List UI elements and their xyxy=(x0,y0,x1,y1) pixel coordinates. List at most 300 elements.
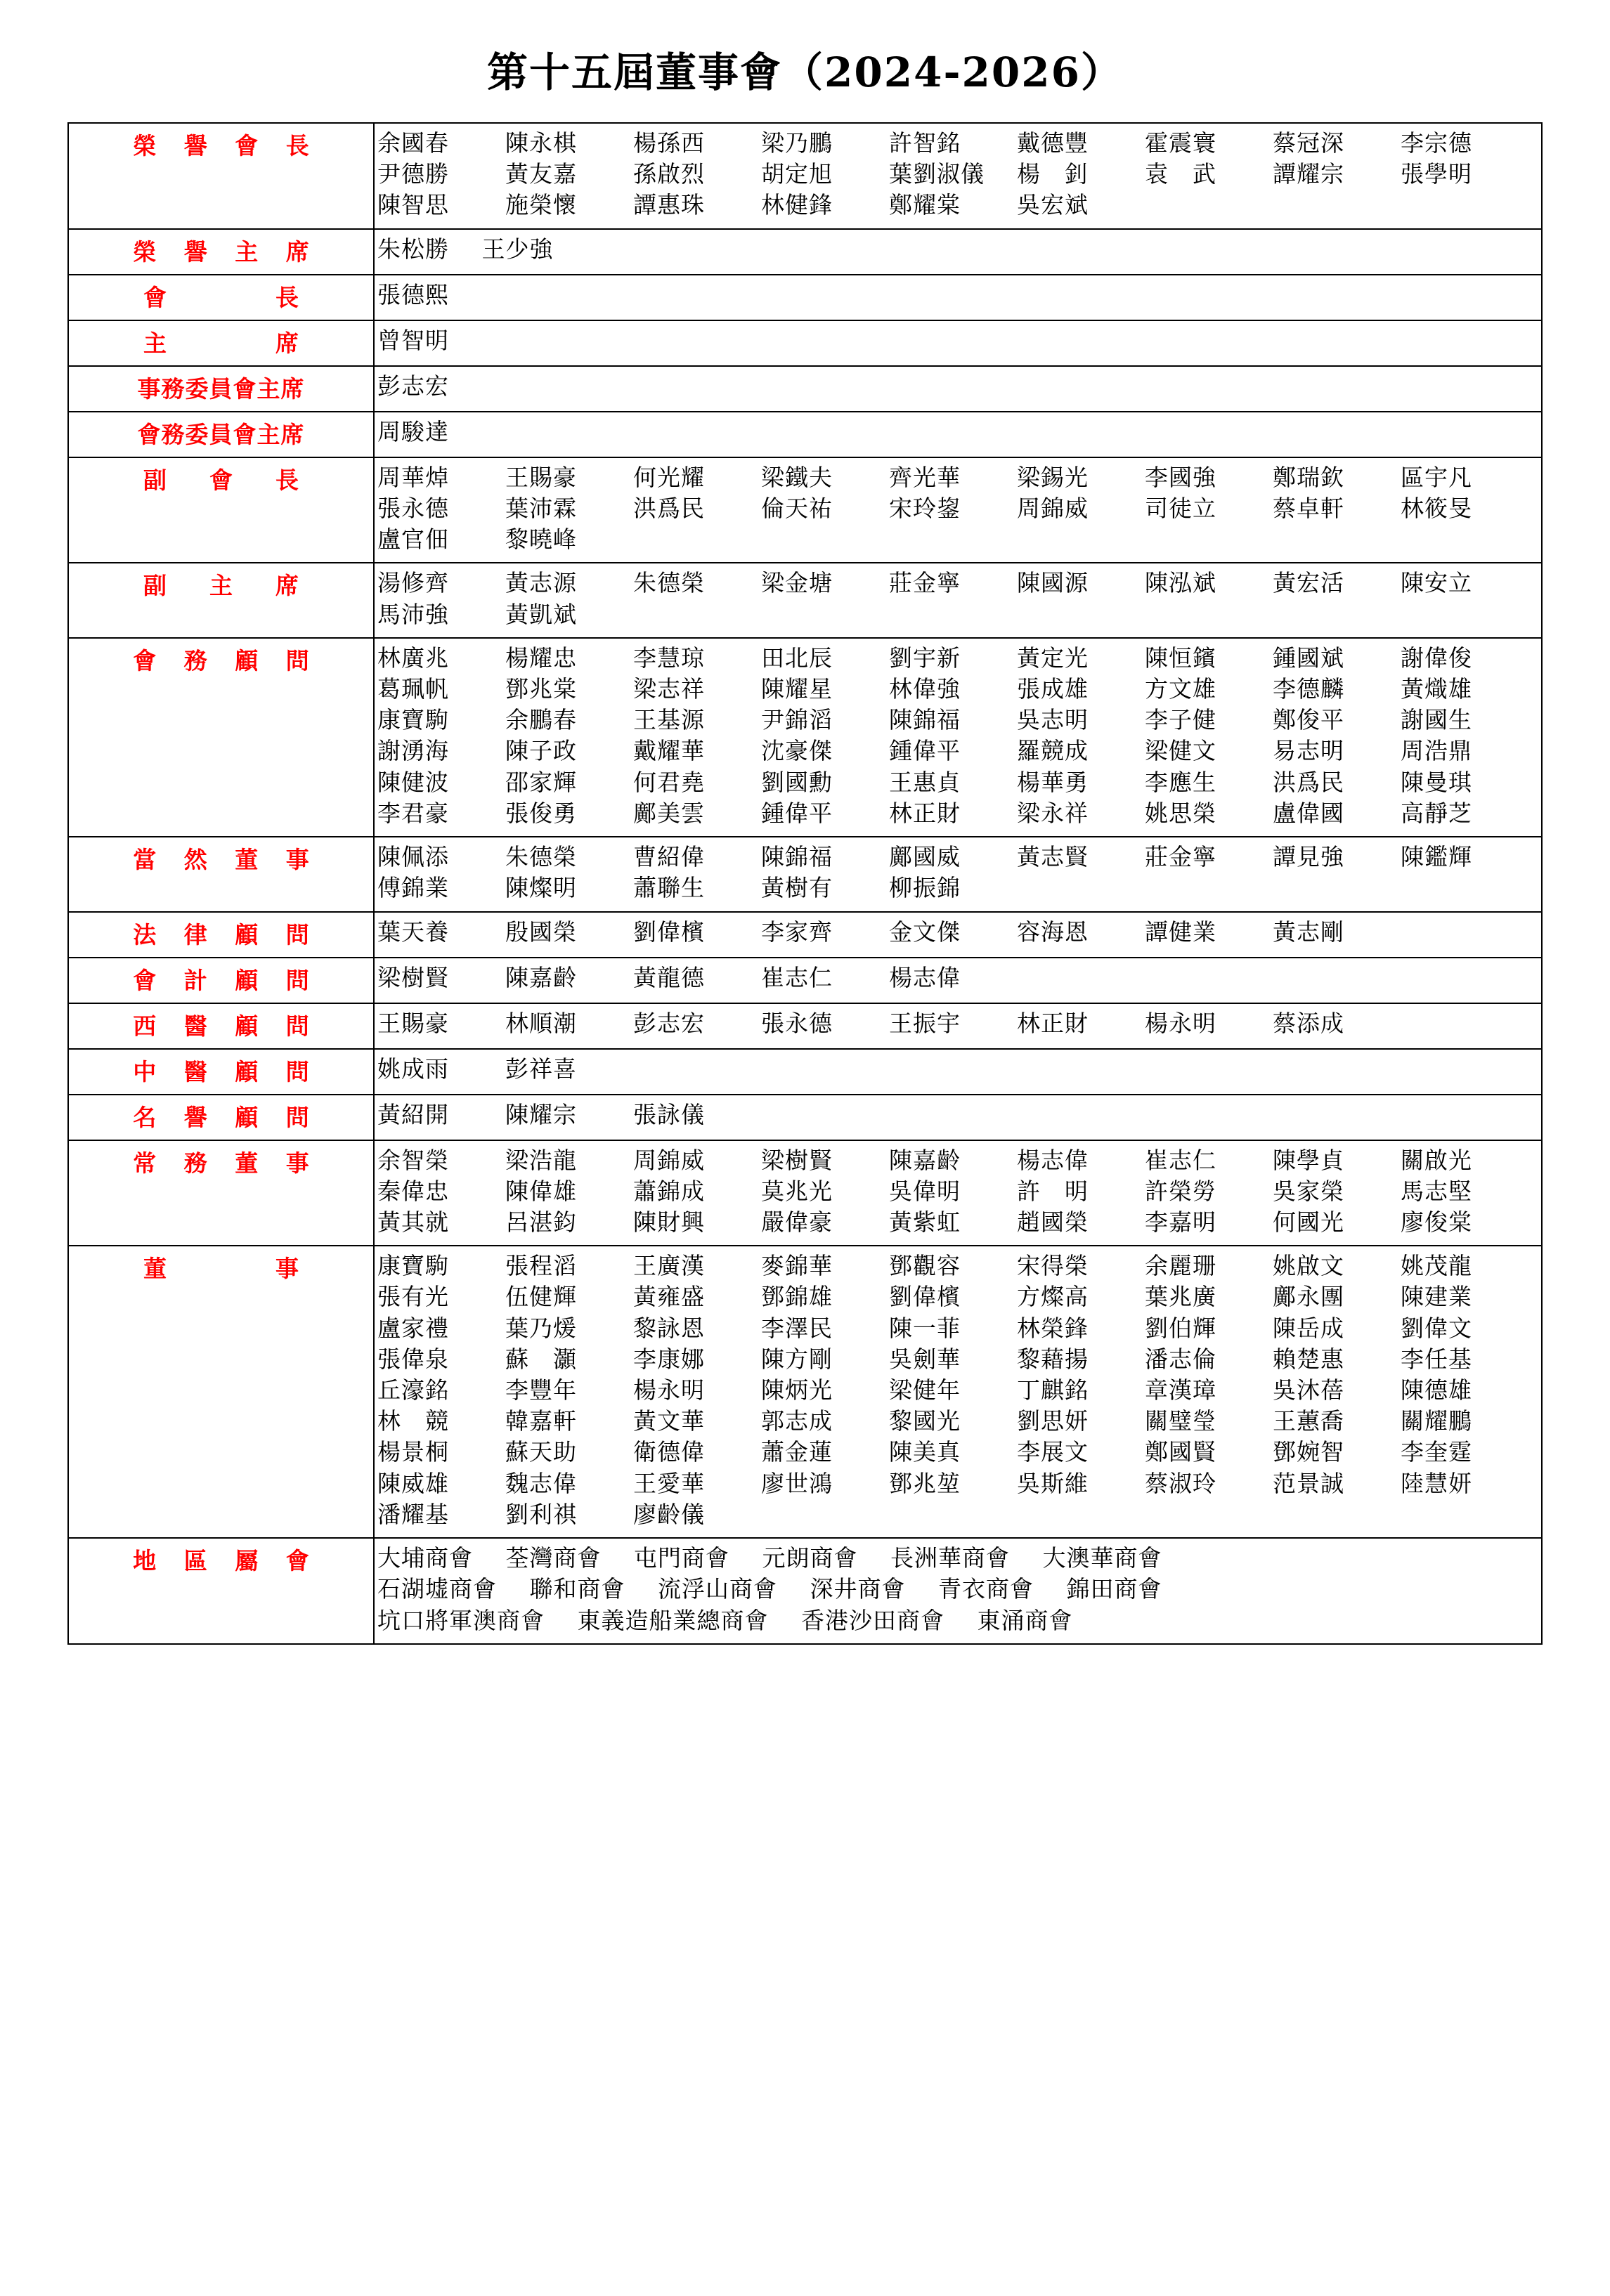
name-line xyxy=(377,963,1538,993)
name-line xyxy=(377,1207,1538,1238)
person-name: 李澤民 xyxy=(761,1314,833,1342)
person-name: 李家齊 xyxy=(761,918,833,946)
person-name: 李子健 xyxy=(1145,706,1216,734)
person-name: 陳威雄 xyxy=(377,1469,449,1497)
name-line xyxy=(377,1281,1538,1312)
name-line xyxy=(377,674,1538,705)
person-name: 吳劍華 xyxy=(889,1345,961,1373)
person-name: 葉劉淑儀 xyxy=(889,160,985,188)
person-name: 盧官佃 xyxy=(377,526,449,554)
row-label: 會 務 顧 問 xyxy=(68,638,374,837)
person-name: 黃志賢 xyxy=(1017,843,1089,871)
person-name: 李國強 xyxy=(1145,463,1216,491)
person-name: 戴耀華 xyxy=(633,737,705,765)
name-line xyxy=(377,325,1538,356)
person-name: 鍾偉平 xyxy=(889,737,961,765)
person-name: 陳嘉齡 xyxy=(889,1146,961,1174)
association-name: 錦田商會 xyxy=(1066,1575,1162,1603)
person-name: 廖齡儀 xyxy=(633,1500,705,1528)
row-label: 榮 譽 主 席 xyxy=(68,229,374,275)
person-name: 崔志仁 xyxy=(1145,1146,1216,1174)
person-name: 張成雄 xyxy=(1017,674,1089,703)
person-name: 陳錦福 xyxy=(761,843,833,871)
name-line xyxy=(377,917,1538,948)
name-line xyxy=(377,1176,1538,1207)
row-label: 主 席 xyxy=(68,320,374,366)
person-name: 莊金寧 xyxy=(1145,843,1216,871)
person-name: 何君堯 xyxy=(633,768,705,796)
name-line xyxy=(377,128,1538,159)
association-name: 大澳華商會 xyxy=(1042,1544,1162,1572)
person-name: 陳耀星 xyxy=(761,674,833,703)
person-name: 曾智明 xyxy=(377,326,449,354)
person-name: 宋得榮 xyxy=(1017,1252,1089,1280)
person-name: 黃熾雄 xyxy=(1401,674,1472,703)
person-name: 袁 武 xyxy=(1145,160,1216,188)
person-name: 譚見強 xyxy=(1273,843,1344,871)
person-name: 韓嘉軒 xyxy=(505,1407,577,1435)
person-name: 范景誠 xyxy=(1273,1469,1344,1497)
person-name: 謝國生 xyxy=(1401,706,1472,734)
association-name: 大埔商會 xyxy=(377,1544,473,1572)
person-name: 劉國勳 xyxy=(761,768,833,796)
person-name: 劉偉檳 xyxy=(889,1283,961,1311)
person-name: 梁健年 xyxy=(889,1376,961,1404)
table-row xyxy=(68,123,1542,229)
person-name: 鄭耀棠 xyxy=(889,191,961,219)
person-name: 姚成雨 xyxy=(377,1055,449,1083)
person-name: 葉沛霖 xyxy=(505,494,577,522)
table-row xyxy=(68,563,1542,637)
name-line xyxy=(377,568,1538,599)
row-label: 會務委員會主席 xyxy=(68,412,374,457)
person-name: 梁樹賢 xyxy=(377,963,449,991)
person-name: 朱松勝 xyxy=(377,235,449,263)
person-name: 崔志仁 xyxy=(761,963,833,991)
association-name: 荃灣商會 xyxy=(505,1544,602,1572)
person-name: 陳鑑輝 xyxy=(1401,843,1472,871)
person-name: 鄭瑞欽 xyxy=(1273,463,1344,491)
row-label: 名 譽 顧 問 xyxy=(68,1095,374,1140)
name-line xyxy=(377,1100,1538,1130)
person-name: 廖俊棠 xyxy=(1401,1208,1472,1236)
person-name: 鄭俊平 xyxy=(1273,706,1344,734)
person-name: 梁金塘 xyxy=(761,569,833,597)
person-name: 劉偉文 xyxy=(1401,1314,1472,1342)
row-names xyxy=(374,229,1542,275)
person-name: 蕭金蓮 xyxy=(761,1438,833,1466)
table-row xyxy=(68,457,1542,563)
name-line xyxy=(377,736,1538,767)
person-name: 馬志堅 xyxy=(1401,1177,1472,1205)
name-line xyxy=(377,1543,1538,1574)
person-name: 何光耀 xyxy=(633,463,705,491)
person-name: 賴楚惠 xyxy=(1273,1345,1344,1373)
table-row xyxy=(68,1049,1542,1095)
person-name: 盧偉國 xyxy=(1273,799,1344,827)
name-line xyxy=(377,1406,1538,1437)
person-name: 張俊勇 xyxy=(505,799,577,827)
person-name: 彭志宏 xyxy=(633,1009,705,1037)
person-name: 林偉強 xyxy=(889,674,961,703)
person-name: 吳斯維 xyxy=(1017,1469,1089,1497)
person-name: 朱德榮 xyxy=(633,569,705,597)
person-name: 姚茂龍 xyxy=(1401,1252,1472,1280)
person-name: 鄧兆堃 xyxy=(889,1469,961,1497)
person-name: 司徒立 xyxy=(1145,494,1216,522)
row-label: 榮 譽 會 長 xyxy=(68,123,374,229)
person-name: 黎藉揚 xyxy=(1017,1345,1089,1373)
name-line xyxy=(377,524,1538,555)
person-name: 陳偉雄 xyxy=(505,1177,577,1205)
person-name: 許智銘 xyxy=(889,129,961,157)
row-names xyxy=(374,958,1542,1003)
name-line xyxy=(377,1605,1538,1636)
association-name: 屯門商會 xyxy=(634,1544,729,1572)
person-name: 梁志祥 xyxy=(633,674,705,703)
person-name: 陳炳光 xyxy=(761,1376,833,1404)
person-name: 黃雍盛 xyxy=(633,1283,705,1311)
person-name: 劉宇新 xyxy=(889,644,961,672)
person-name: 關璧瑩 xyxy=(1145,1407,1216,1435)
name-line xyxy=(377,280,1538,311)
person-name: 羅競成 xyxy=(1017,737,1089,765)
name-line xyxy=(377,1468,1538,1499)
person-name: 衛德偉 xyxy=(633,1438,705,1466)
name-line xyxy=(377,1375,1538,1406)
person-name: 莫兆光 xyxy=(761,1177,833,1205)
person-name: 姚思榮 xyxy=(1145,799,1216,827)
person-name: 郭志成 xyxy=(761,1407,833,1435)
person-name: 盧家禮 xyxy=(377,1314,449,1342)
table-row xyxy=(68,638,1542,837)
person-name: 沈豪傑 xyxy=(761,737,833,765)
table-row xyxy=(68,1246,1542,1538)
person-name: 容海恩 xyxy=(1017,918,1089,946)
name-line xyxy=(377,1145,1538,1176)
person-name: 陳永棋 xyxy=(505,129,577,157)
name-line xyxy=(377,798,1538,829)
table-row xyxy=(68,1003,1542,1049)
name-line xyxy=(377,493,1538,524)
person-name: 殷國榮 xyxy=(505,918,577,946)
person-name: 黃定光 xyxy=(1017,644,1089,672)
name-line xyxy=(377,1344,1538,1375)
person-name: 湯修齊 xyxy=(377,569,449,597)
name-line xyxy=(377,371,1538,402)
person-name: 吳宏斌 xyxy=(1017,191,1089,219)
person-name: 吳沐蓓 xyxy=(1273,1376,1344,1404)
person-name: 葉乃煖 xyxy=(505,1314,577,1342)
person-name: 陳燦明 xyxy=(505,874,577,902)
association-name: 元朗商會 xyxy=(762,1544,858,1572)
row-names xyxy=(374,1246,1542,1538)
row-label: 法 律 顧 問 xyxy=(68,912,374,958)
table-row xyxy=(68,229,1542,275)
person-name: 霍震寰 xyxy=(1145,129,1216,157)
name-line xyxy=(377,1437,1538,1468)
person-name: 謝偉俊 xyxy=(1401,644,1472,672)
person-name: 林廣兆 xyxy=(377,644,449,672)
person-name: 梁永祥 xyxy=(1017,799,1089,827)
row-names xyxy=(374,412,1542,457)
name-line xyxy=(377,1499,1538,1530)
person-name: 楊耀忠 xyxy=(505,644,577,672)
person-name: 鄧觀容 xyxy=(889,1252,961,1280)
person-name: 黎國光 xyxy=(889,1407,961,1435)
person-name: 蔡卓軒 xyxy=(1273,494,1344,522)
person-name: 陳嘉齡 xyxy=(505,963,577,991)
person-name: 莊金寧 xyxy=(889,569,961,597)
person-name: 楊永明 xyxy=(633,1376,705,1404)
person-name: 周駿達 xyxy=(377,417,449,445)
row-label: 西 醫 顧 問 xyxy=(68,1003,374,1049)
person-name: 嚴偉豪 xyxy=(761,1208,833,1236)
person-name: 鄧錦雄 xyxy=(761,1283,833,1311)
person-name: 張程滔 xyxy=(505,1252,577,1280)
person-name: 倫天祐 xyxy=(761,494,833,522)
person-name: 田北辰 xyxy=(761,644,833,672)
person-name: 蔡淑玲 xyxy=(1145,1469,1216,1497)
person-name: 張永德 xyxy=(377,494,449,522)
row-label: 會 計 顧 問 xyxy=(68,958,374,1003)
person-name: 彭祥喜 xyxy=(505,1055,577,1083)
person-name: 關耀鵬 xyxy=(1401,1407,1472,1435)
person-name: 李君豪 xyxy=(377,799,449,827)
person-name: 丁麒銘 xyxy=(1017,1376,1089,1404)
board-roster-table xyxy=(67,122,1543,1645)
person-name: 孫啟烈 xyxy=(633,160,705,188)
person-name: 康寶駒 xyxy=(377,1252,449,1280)
person-name: 王愛華 xyxy=(633,1469,705,1497)
person-name: 曹紹偉 xyxy=(633,843,705,871)
person-name: 王蕙喬 xyxy=(1273,1407,1344,1435)
table-row xyxy=(68,366,1542,412)
person-name: 陳泓斌 xyxy=(1145,569,1216,597)
person-name: 周浩鼎 xyxy=(1401,737,1472,765)
row-names xyxy=(374,912,1542,958)
person-name: 黃樹有 xyxy=(761,874,833,902)
person-name: 蔡冠深 xyxy=(1273,129,1344,157)
association-name: 石湖墟商會 xyxy=(377,1575,497,1603)
person-name: 金文傑 xyxy=(889,918,961,946)
person-name: 楊孫西 xyxy=(633,129,705,157)
person-name: 葉兆廣 xyxy=(1145,1283,1216,1311)
table-row xyxy=(68,275,1542,320)
person-name: 謝湧海 xyxy=(377,737,449,765)
name-line xyxy=(377,767,1538,798)
person-name: 王賜豪 xyxy=(377,1009,449,1037)
person-name: 潘志倫 xyxy=(1145,1345,1216,1373)
person-name: 尹錦滔 xyxy=(761,706,833,734)
person-name: 楊景桐 xyxy=(377,1438,449,1466)
person-name: 方燦高 xyxy=(1017,1283,1089,1311)
person-name: 麥錦華 xyxy=(761,1252,833,1280)
table-row xyxy=(68,912,1542,958)
person-name: 葉天養 xyxy=(377,918,449,946)
person-name: 胡定旭 xyxy=(761,160,833,188)
person-name: 李應生 xyxy=(1145,768,1216,796)
person-name: 陳美真 xyxy=(889,1438,961,1466)
person-name: 邵家輝 xyxy=(505,768,577,796)
person-name: 吳偉明 xyxy=(889,1177,961,1205)
person-name: 陳安立 xyxy=(1401,569,1472,597)
row-names xyxy=(374,123,1542,229)
person-name: 姚啟文 xyxy=(1273,1252,1344,1280)
person-name: 楊華勇 xyxy=(1017,768,1089,796)
table-row xyxy=(68,1538,1542,1644)
row-label: 副 主 席 xyxy=(68,563,374,637)
row-label: 中 醫 顧 問 xyxy=(68,1049,374,1095)
person-name: 李慧琼 xyxy=(633,644,705,672)
person-name: 張德熙 xyxy=(377,280,449,308)
person-name: 張有光 xyxy=(377,1283,449,1311)
person-name: 伍健輝 xyxy=(505,1283,577,1311)
person-name: 劉思妍 xyxy=(1017,1407,1089,1435)
name-line xyxy=(377,417,1538,448)
person-name: 林筱旻 xyxy=(1401,494,1472,522)
person-name: 陳錦福 xyxy=(889,706,961,734)
table-row xyxy=(68,1140,1542,1246)
person-name: 黎詠恩 xyxy=(633,1314,705,1342)
person-name: 蘇 灝 xyxy=(505,1345,577,1373)
person-name: 譚耀宗 xyxy=(1273,160,1344,188)
association-name: 流浮山商會 xyxy=(658,1575,777,1603)
roster-body xyxy=(68,123,1542,1644)
row-names xyxy=(374,638,1542,837)
association-name: 香港沙田商會 xyxy=(801,1606,944,1634)
person-name: 黃文華 xyxy=(633,1407,705,1435)
person-name: 鄭國賢 xyxy=(1145,1438,1216,1466)
person-name: 章漢璋 xyxy=(1145,1376,1216,1404)
person-name: 李宗德 xyxy=(1401,129,1472,157)
person-name: 林順潮 xyxy=(505,1009,577,1037)
table-row xyxy=(68,412,1542,457)
person-name: 王基源 xyxy=(633,706,705,734)
person-name: 黃宏活 xyxy=(1273,569,1344,597)
person-name: 劉偉檳 xyxy=(633,918,705,946)
person-name: 康寶駒 xyxy=(377,706,449,734)
person-name: 蘇天助 xyxy=(505,1438,577,1466)
person-name: 周錦威 xyxy=(1017,494,1089,522)
table-row xyxy=(68,958,1542,1003)
person-name: 梁樹賢 xyxy=(761,1146,833,1174)
person-name: 鄺國威 xyxy=(889,843,961,871)
row-names xyxy=(374,1095,1542,1140)
row-names xyxy=(374,1049,1542,1095)
row-label: 當 然 董 事 xyxy=(68,837,374,911)
person-name: 陳岳成 xyxy=(1273,1314,1344,1342)
person-name: 周華焯 xyxy=(377,463,449,491)
person-name: 梁錫光 xyxy=(1017,463,1089,491)
person-name: 王振宇 xyxy=(889,1009,961,1037)
person-name: 李展文 xyxy=(1017,1438,1089,1466)
association-name: 深井商會 xyxy=(810,1575,906,1603)
person-name: 呂湛鈞 xyxy=(505,1208,577,1236)
row-label: 事務委員會主席 xyxy=(68,366,374,412)
person-name: 鄺美雲 xyxy=(633,799,705,827)
person-name: 陳健波 xyxy=(377,768,449,796)
name-line xyxy=(377,1574,1538,1605)
person-name: 方文雄 xyxy=(1145,674,1216,703)
table-row xyxy=(68,837,1542,911)
person-name: 李奎霆 xyxy=(1401,1438,1472,1466)
person-name: 易志明 xyxy=(1273,737,1344,765)
person-name: 馬沛強 xyxy=(377,600,449,628)
person-name: 李康娜 xyxy=(633,1345,705,1373)
person-name: 陳佩添 xyxy=(377,843,449,871)
person-name: 黃紹開 xyxy=(377,1100,449,1128)
person-name: 趙國榮 xyxy=(1017,1208,1089,1236)
person-name: 周錦威 xyxy=(633,1146,705,1174)
person-name: 林正財 xyxy=(889,799,961,827)
person-name: 陳一菲 xyxy=(889,1314,961,1342)
name-line xyxy=(377,1008,1538,1039)
person-name: 李德麟 xyxy=(1273,674,1344,703)
person-name: 洪爲民 xyxy=(1273,768,1344,796)
person-name: 張永德 xyxy=(761,1009,833,1037)
person-name: 陸慧妍 xyxy=(1401,1469,1472,1497)
association-name: 長洲華商會 xyxy=(890,1544,1010,1572)
person-name: 戴德豐 xyxy=(1017,129,1089,157)
name-line xyxy=(377,462,1538,493)
name-line xyxy=(377,234,1538,265)
person-name: 王惠貞 xyxy=(889,768,961,796)
association-name: 青衣商會 xyxy=(938,1575,1034,1603)
row-label: 常 務 董 事 xyxy=(68,1140,374,1246)
row-names xyxy=(374,563,1542,637)
person-name: 陳財興 xyxy=(633,1208,705,1236)
person-name: 梁健文 xyxy=(1145,737,1216,765)
person-name: 關啟光 xyxy=(1401,1146,1472,1174)
person-name: 陳耀宗 xyxy=(505,1100,577,1128)
person-name: 鄧婉智 xyxy=(1273,1438,1344,1466)
row-names xyxy=(374,275,1542,320)
table-row xyxy=(68,320,1542,366)
person-name: 許榮勞 xyxy=(1145,1177,1216,1205)
person-name: 廖世鴻 xyxy=(761,1469,833,1497)
row-label: 董 事 xyxy=(68,1246,374,1538)
person-name: 柳振錦 xyxy=(889,874,961,902)
person-name: 陳方剛 xyxy=(761,1345,833,1373)
name-line xyxy=(377,190,1538,221)
person-name: 葛珮帆 xyxy=(377,674,449,703)
person-name: 黃志剛 xyxy=(1273,918,1344,946)
person-name: 魏志偉 xyxy=(505,1469,577,1497)
person-name: 陳德雄 xyxy=(1401,1376,1472,1404)
person-name: 陳建業 xyxy=(1401,1283,1472,1311)
person-name: 梁乃鵬 xyxy=(761,129,833,157)
person-name: 尹德勝 xyxy=(377,160,449,188)
person-name: 楊志偉 xyxy=(1017,1146,1089,1174)
person-name: 鄺永團 xyxy=(1273,1283,1344,1311)
table-row xyxy=(68,1095,1542,1140)
person-name: 譚惠珠 xyxy=(633,191,705,219)
person-name: 林 競 xyxy=(377,1407,449,1435)
person-name: 洪爲民 xyxy=(633,494,705,522)
person-name: 何國光 xyxy=(1273,1208,1344,1236)
person-name: 許 明 xyxy=(1017,1177,1089,1205)
person-name: 蔡添成 xyxy=(1273,1009,1344,1037)
person-name: 丘濠銘 xyxy=(377,1376,449,1404)
person-name: 余麗珊 xyxy=(1145,1252,1216,1280)
person-name: 黃友嘉 xyxy=(505,160,577,188)
person-name: 譚健業 xyxy=(1145,918,1216,946)
person-name: 宋玲鋆 xyxy=(889,494,961,522)
row-label: 地 區 屬 會 xyxy=(68,1538,374,1644)
person-name: 張偉泉 xyxy=(377,1345,449,1373)
person-name: 張學明 xyxy=(1401,160,1472,188)
